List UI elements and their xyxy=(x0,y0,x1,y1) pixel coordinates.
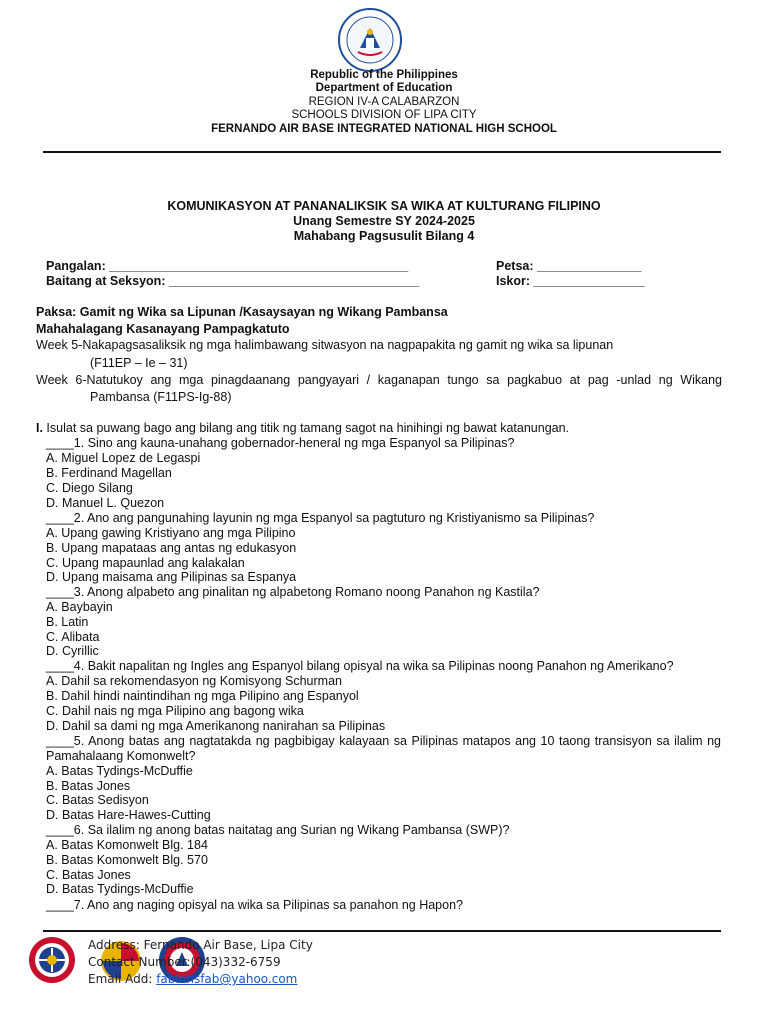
option: A. Dahil sa rekomendasyon ng Komisyong Schurman xyxy=(46,674,342,688)
question-7: ____7. Ano ang naging opisyal na wika sa Pilipinas sa panahon ng Hapon? xyxy=(46,898,463,912)
question-6: ____6. Sa ilalim ng anong batas naitatag ang Surian ng Wikang Pambansa (SWP)? xyxy=(46,823,510,837)
option: C. Alibata xyxy=(46,630,100,644)
option: D. Dahil sa dami ng mga Amerikanong nanirahan sa Pilipinas xyxy=(46,719,386,733)
option: C. Batas Jones xyxy=(46,868,131,882)
week6-code: Pambansa (F11PS-Ig-88) xyxy=(90,390,232,404)
question-3: ____3. Anong alpabeto ang pinalitan ng alpabetong Romano noong Panahon ng Kastila? xyxy=(46,585,540,599)
footer-email-label: Email Add: xyxy=(88,972,157,986)
topic: Paksa: Gamit ng Wika sa Lipunan /Kasaysayan ng Wikang Pambansa xyxy=(36,305,448,319)
question-5: ____5. Anong batas ang nagtatakda ng pagbibigay kalayaan sa Pilipinas matapos ang 10 taong transisyon sa ilalim ng xyxy=(46,734,721,748)
option: A. Batas Tydings-McDuffie xyxy=(46,764,193,778)
header-region: REGION IV-A CALABARZON xyxy=(308,96,460,108)
instruction-text: Isulat sa puwang bago ang bilang ang titik ng tamang sagot na hinihingi ng bawat katanungan. xyxy=(42,421,570,435)
subject-title: KOMUNIKASYON AT PANANALIKSIK SA WIKA AT KULTURANG FILIPINO xyxy=(167,199,601,213)
option: D. Manuel L. Quezon xyxy=(46,496,165,510)
competencies-label: Mahahalagang Kasanayang Pampagkatuto xyxy=(36,322,290,336)
option: A. Batas Komonwelt Blg. 184 xyxy=(46,838,208,852)
option: B. Latin xyxy=(46,615,89,629)
option: B. Ferdinand Magellan xyxy=(46,466,172,480)
footer-divider xyxy=(43,930,721,932)
header-divider xyxy=(43,151,721,153)
option: C. Upang mapaunlad ang kalakalan xyxy=(46,556,245,570)
header-division: SCHOOLS DIVISION OF LIPA CITY xyxy=(291,109,477,121)
name-field[interactable]: Pangalan: ___________________________________________ xyxy=(46,259,409,273)
score-field[interactable]: Iskor: ________________ xyxy=(496,274,645,288)
option: D. Upang maisama ang Pilipinas sa Espanya xyxy=(46,570,297,584)
question-1: ____1. Sino ang kauna-unahang gobernador-heneral ng mga Espanyol sa Pilipinas? xyxy=(46,436,515,450)
header-school: FERNANDO AIR BASE INTEGRATED NATIONAL HIGH SCHOOL xyxy=(211,123,557,135)
option: A. Baybayin xyxy=(46,600,113,614)
header-department: Department of Education xyxy=(315,82,453,94)
option: D. Batas Tydings-McDuffie xyxy=(46,882,194,896)
option: D. Batas Hare-Hawes-Cutting xyxy=(46,808,211,822)
week6-competency: Week 6-Natutukoy ang mga pinagdaanang pangyayari / kaganapan tungo sa pagkabuo at pag -unlad ng Wikang xyxy=(36,373,722,387)
header-republic: Republic of the Philippines xyxy=(310,69,458,81)
option: A. Upang gawing Kristiyano ang mga Pilipino xyxy=(46,526,296,540)
school-logo-icon xyxy=(28,936,76,984)
option: C. Dahil nais ng mga Pilipino ang bagong wika xyxy=(46,704,304,718)
footer-contact: Contact Number:(043)332-6759 xyxy=(88,955,281,969)
footer-address: Address: Fernando Air Base, Lipa City xyxy=(88,938,313,952)
question-2: ____2. Ano ang pangunahing layunin ng mga Espanyol sa pagtuturo ng Kristiyanismo sa Pilipinas? xyxy=(46,511,595,525)
option: B. Dahil hindi naintindihan ng mga Pilipino ang Espanyol xyxy=(46,689,359,703)
option: B. Batas Komonwelt Blg. 570 xyxy=(46,853,208,867)
question-5-continued: Pamahalaang Komonwelt? xyxy=(46,749,196,763)
instruction xyxy=(36,421,569,436)
option: D. Cyrillic xyxy=(46,644,99,658)
question-4: ____4. Bakit napalitan ng Ingles ang Espanyol bilang opisyal na wika sa Pilipinas noong Panahon ng Amerikano? xyxy=(46,659,674,673)
option: C. Batas Sedisyon xyxy=(46,793,149,807)
semester-title: Unang Semestre SY 2024-2025 xyxy=(293,214,475,228)
week5-code: (F11EP – Ie – 31) xyxy=(90,356,188,370)
instruction-number: I. xyxy=(36,421,43,435)
exam-title: Mahabang Pagsusulit Bilang 4 xyxy=(293,229,475,243)
option: B. Batas Jones xyxy=(46,779,131,793)
option: A. Miguel Lopez de Legaspi xyxy=(46,451,201,465)
week5-competency: Week 5-Nakapagsasaliksik ng mga halimbawang sitwasyon na nagpapakita ng gamit ng wika sa lipunan xyxy=(36,338,614,352)
footer-email xyxy=(88,971,297,988)
date-field[interactable]: Petsa: _______________ xyxy=(496,259,642,273)
section-field[interactable]: Baitang at Seksyon: ____________________________________ xyxy=(46,274,420,288)
email-link[interactable]: fabinhsfab@yahoo.com xyxy=(156,972,298,986)
option: B. Upang mapataas ang antas ng edukasyon xyxy=(46,541,297,555)
deped-seal-icon xyxy=(338,8,402,72)
option: C. Diego Silang xyxy=(46,481,133,495)
